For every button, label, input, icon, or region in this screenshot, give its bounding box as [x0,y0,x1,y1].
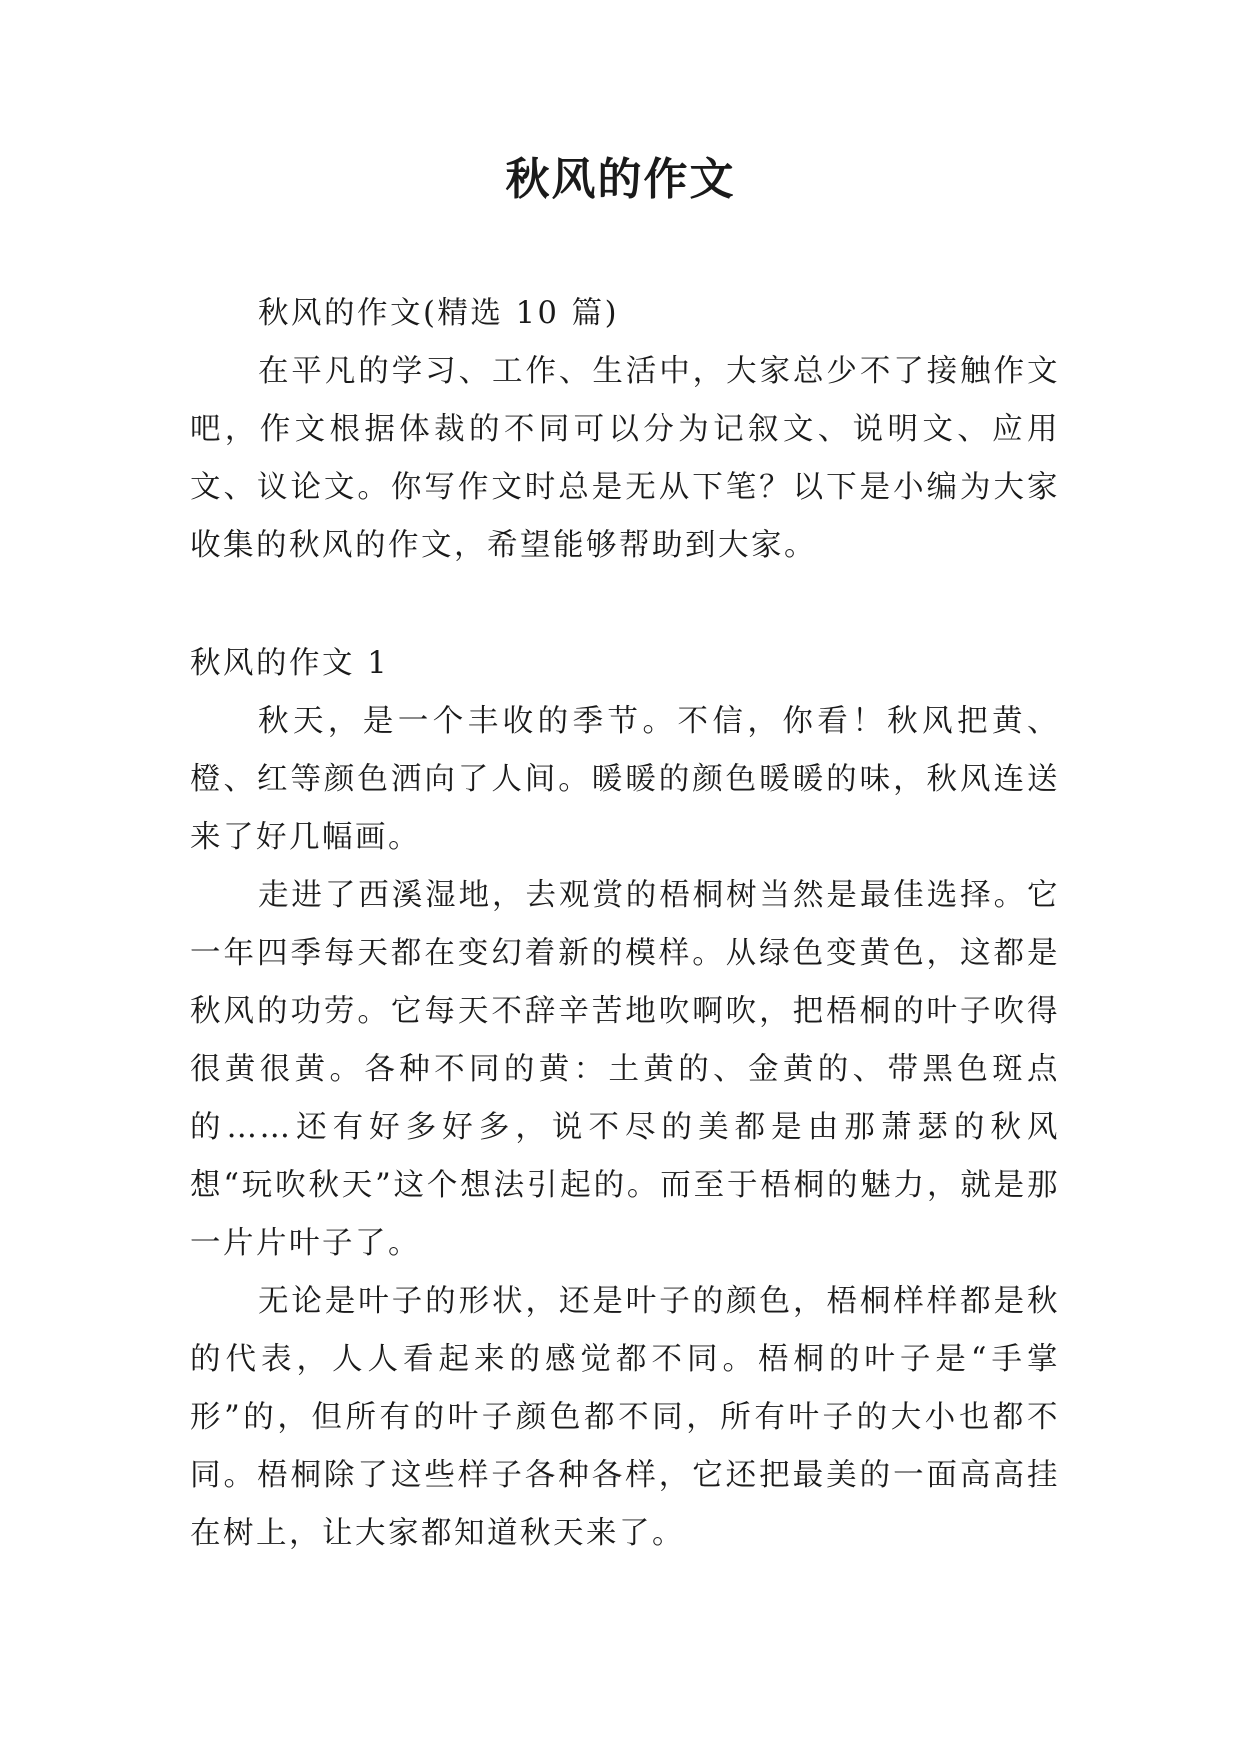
section-1 [190,635,1060,1563]
section-paragraph: 走进了西溪湿地，去观赏的梧桐树当然是最佳选择。它一年四季每天都在变幻着新的模样。从绿色变黄色，这都是秋风的功劳。它每天不辞辛苦地吹啊吹，把梧桐的叶子吹得很黄很黄。各种不同的黄：土黄的、金黄的、带黑色斑点的……还有好多好多，说不尽的美都是由那萧瑟的秋风想“玩吹秋天”这个想法引起的。而至于梧桐的魅力，就是那一片片叶子了。 [190,878,1060,1261]
intro-subtitle: 秋风的作文(精选 10 篇) [258,296,619,331]
section-paragraph: 无论是叶子的形状，还是叶子的颜色，梧桐样样都是秋的代表，人人看起来的感觉都不同。梧桐的叶子是“手掌形”的，但所有的叶子颜色都不同，所有叶子的大小也都不同。梧桐除了这些样子各种各样，它还把最美的一面高高挂在树上，让大家都知道秋天来了。 [190,1284,1060,1551]
section-paragraph: 秋天，是一个丰收的季节。不信，你看！秋风把黄、橙、红等颜色洒向了人间。暖暖的颜色暖暖的味，秋风连送来了好几幅画。 [190,704,1060,855]
document-title: 秋风的作文 [505,154,736,205]
section-heading: 秋风的作文 1 [190,646,390,681]
intro-block [190,285,1060,575]
intro-paragraph: 在平凡的学习、工作、生活中，大家总少不了接触作文吧，作文根据体裁的不同可以分为记叙文、说明文、应用文、议论文。你写作文时总是无从下笔？以下是小编为大家收集的秋风的作文，希望能够帮助到大家。 [190,354,1060,563]
